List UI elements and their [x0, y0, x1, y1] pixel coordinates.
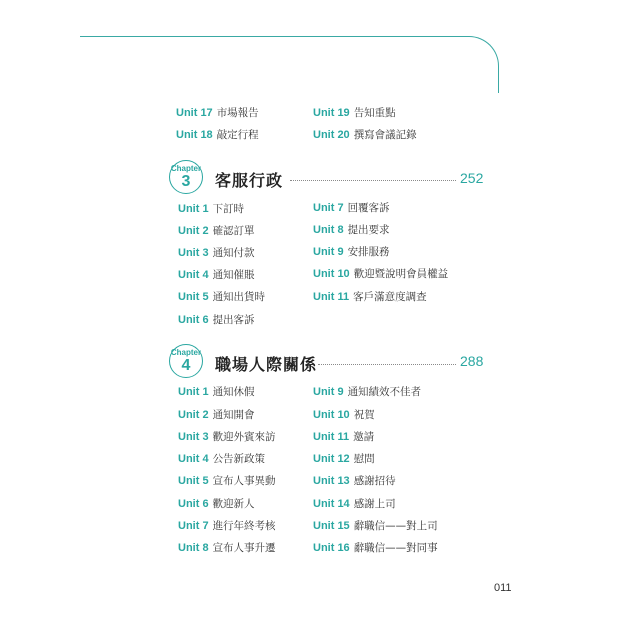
unit-title: 通知出貨時: [212, 291, 266, 303]
toc-entry[interactable]: [313, 128, 417, 142]
unit-number: Unit 5: [178, 475, 209, 487]
chapter-title[interactable]: 客服行政: [215, 171, 284, 190]
toc-entry[interactable]: [178, 202, 244, 216]
leader-dots: [318, 364, 456, 365]
unit-number: Unit 1: [178, 386, 209, 398]
chapter-page-number[interactable]: 252: [460, 170, 484, 186]
unit-number: Unit 10: [313, 409, 350, 421]
unit-title: 感謝招待: [353, 475, 396, 487]
toc-entry[interactable]: [313, 430, 374, 444]
unit-title: 公告新政策: [212, 453, 266, 465]
unit-number: Unit 6: [178, 498, 209, 510]
unit-number: Unit 18: [176, 129, 213, 141]
unit-title: 通知休假: [212, 386, 255, 398]
toc-entry[interactable]: [313, 267, 448, 281]
unit-number: Unit 7: [178, 520, 209, 532]
unit-number: Unit 17: [176, 107, 213, 119]
unit-title: 感謝上司: [353, 498, 396, 510]
unit-title: 回覆客訴: [347, 202, 390, 214]
unit-number: Unit 12: [313, 453, 350, 465]
unit-title: 辭職信——對同事: [353, 542, 438, 554]
toc-entry[interactable]: [178, 541, 276, 555]
unit-title: 敲定行程: [216, 129, 259, 141]
toc-entry[interactable]: [178, 268, 255, 282]
leader-dots: [290, 180, 456, 181]
unit-title: 宣布人事升遷: [212, 542, 276, 554]
unit-title: 宣布人事異動: [212, 475, 276, 487]
unit-number: Unit 10: [313, 268, 350, 280]
unit-number: Unit 4: [178, 453, 209, 465]
chapter-label: Chapter: [170, 348, 202, 357]
chapter-badge: [169, 344, 203, 378]
unit-number: Unit 13: [313, 475, 350, 487]
unit-title: 下訂時: [212, 203, 245, 215]
toc-entry[interactable]: [313, 408, 375, 422]
chapter-label: Chapter: [170, 164, 202, 173]
toc-entry[interactable]: [313, 245, 390, 259]
unit-number: Unit 15: [313, 520, 350, 532]
unit-number: Unit 4: [178, 269, 209, 281]
unit-title: 辭職信——對上司: [353, 520, 438, 532]
unit-title: 通知績效不佳者: [347, 386, 422, 398]
page-header-frame: [80, 36, 499, 93]
unit-title: 市場報告: [216, 107, 259, 119]
unit-title: 客戶滿意度調查: [353, 291, 427, 303]
unit-number: Unit 8: [313, 224, 344, 236]
toc-entry[interactable]: [313, 106, 396, 120]
unit-number: Unit 5: [178, 291, 209, 303]
toc-entry[interactable]: [178, 452, 265, 466]
toc-entry[interactable]: [178, 313, 255, 327]
unit-title: 提出客訴: [212, 314, 255, 326]
unit-number: Unit 9: [313, 386, 344, 398]
toc-entry[interactable]: [313, 385, 421, 399]
unit-number: Unit 3: [178, 247, 209, 259]
toc-entry[interactable]: [178, 385, 255, 399]
unit-number: Unit 2: [178, 409, 209, 421]
unit-title: 邀請: [353, 431, 375, 443]
unit-number: Unit 3: [178, 431, 209, 443]
unit-title: 歡迎新人: [212, 498, 255, 510]
unit-title: 提出要求: [347, 224, 390, 236]
toc-entry[interactable]: [313, 474, 396, 488]
toc-entry[interactable]: [178, 408, 255, 422]
unit-title: 進行年終考核: [212, 520, 276, 532]
unit-title: 撰寫會議記錄: [353, 129, 417, 141]
chapter-badge: [169, 160, 203, 194]
unit-number: Unit 19: [313, 107, 350, 119]
unit-number: Unit 1: [178, 203, 209, 215]
unit-title: 歡迎外賓來訪: [212, 431, 276, 443]
unit-number: Unit 16: [313, 542, 350, 554]
unit-number: Unit 14: [313, 498, 350, 510]
toc-entry[interactable]: [176, 128, 259, 142]
toc-entry[interactable]: [313, 290, 427, 304]
unit-title: 通知開會: [212, 409, 255, 421]
unit-number: Unit 7: [313, 202, 344, 214]
chapter-title[interactable]: 職場人際關係: [215, 355, 318, 374]
toc-entry[interactable]: [313, 497, 396, 511]
toc-entry[interactable]: [313, 452, 375, 466]
toc-entry[interactable]: [178, 519, 276, 533]
toc-entry[interactable]: [313, 519, 438, 533]
chapter-number: 3: [181, 173, 191, 190]
toc-entry[interactable]: [178, 474, 276, 488]
unit-title: 慰問: [353, 453, 375, 465]
unit-title: 通知催賬: [212, 269, 255, 281]
toc-entry[interactable]: [176, 106, 259, 120]
toc-entry[interactable]: [313, 201, 390, 215]
chapter-number: 4: [181, 357, 191, 374]
unit-number: Unit 9: [313, 246, 344, 258]
page-folio: 011: [494, 582, 512, 594]
unit-title: 告知重點: [353, 107, 396, 119]
toc-entry[interactable]: [178, 430, 276, 444]
unit-title: 通知付款: [212, 247, 255, 259]
unit-number: Unit 11: [313, 291, 350, 303]
toc-entry[interactable]: [313, 223, 390, 237]
unit-number: Unit 8: [178, 542, 209, 554]
unit-title: 祝賀: [353, 409, 375, 421]
toc-entry[interactable]: [178, 246, 255, 260]
unit-number: Unit 20: [313, 129, 350, 141]
unit-number: Unit 11: [313, 431, 350, 443]
unit-title: 確認訂單: [212, 225, 255, 237]
toc-entry[interactable]: [178, 224, 255, 238]
chapter-page-number[interactable]: 288: [460, 353, 484, 369]
toc-entry[interactable]: [313, 541, 438, 555]
unit-title: 歡迎暨說明會員權益: [353, 268, 449, 280]
unit-number: Unit 2: [178, 225, 209, 237]
unit-number: Unit 6: [178, 314, 209, 326]
unit-title: 安排服務: [347, 246, 390, 258]
toc-entry[interactable]: [178, 497, 255, 511]
toc-entry[interactable]: [178, 290, 265, 304]
